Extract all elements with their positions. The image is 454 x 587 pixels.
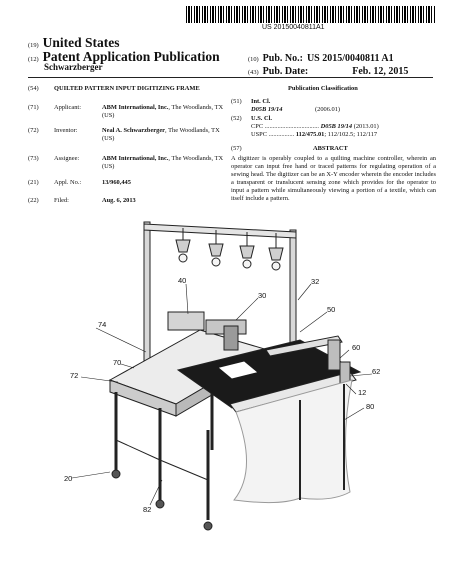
assignee-field: (73) Assignee: ABM International, Inc., The Woodlands, TX (US) [28, 155, 224, 170]
barcode-number: US 20150040811A1 [262, 24, 325, 31]
callout-20: 20 [64, 474, 73, 483]
callout-62: 62 [372, 367, 381, 376]
callout-40: 40 [178, 276, 187, 285]
callout-12: 12 [358, 388, 367, 397]
callout-74: 74 [98, 320, 107, 329]
top-crossbar [144, 224, 296, 238]
abstract-heading: (57) ABSTRACT [231, 145, 348, 152]
callout-60: 60 [352, 343, 361, 352]
int-cl-field: (51) Int. Cl. [231, 98, 271, 105]
filed-field: (22) Filed: Aug. 6, 2013 [28, 197, 136, 204]
callout-50: 50 [327, 305, 336, 314]
lamp-3 [240, 232, 254, 268]
applicant-field: (71) Applicant: ABM International, Inc., The Woodlands, TX (US) [28, 104, 224, 119]
callout-82: 82 [143, 505, 152, 514]
cpc-line: CPC .................................. D05B 19/14 (2013.01) [251, 123, 379, 130]
header-country: (19) United States [28, 35, 120, 50]
callout-32: 32 [311, 277, 320, 286]
header-pub-date: (43) Pub. Date: Feb. 12, 2015 [248, 66, 409, 77]
header-author: Schwarzberger [44, 62, 103, 72]
us-cl-field: (52) U.S. Cl. [231, 115, 272, 122]
callout-70: 70 [113, 358, 122, 367]
header-pub-no: (10) Pub. No.: US 2015/0040811 A1 [248, 53, 394, 64]
title-field: (54) QUILTED PATTERN INPUT DIGITIZING FRAME [28, 85, 200, 92]
monitor-screen [168, 312, 204, 330]
callout-30: 30 [258, 291, 267, 300]
lamp-2 [209, 230, 223, 266]
header-kind: (12) Patent Application Publication [28, 49, 220, 64]
uspc-line: USPC ................ 112/475.01; 112/102.5; 112/117 [251, 131, 378, 138]
lamp-1 [176, 228, 190, 262]
left-upright [144, 222, 150, 372]
abstract-text: A digitizer is operably coupled to a quilting machine controller, wherein an operator can input free hand or traced patterns for regulating operation of a sewing head. The digitizer can be an X-Y encoder wherein the encoder includes a transparent or translucent sensing zone which provides for the operator to input a pattern while simultaneously viewing a portion of a textile, which can itself include a pattern. [231, 155, 436, 202]
appl-no-field: (21) Appl. No.: 13/960,445 [28, 179, 131, 186]
callout-80: 80 [366, 402, 375, 411]
pub-class-title: Publication Classification [288, 85, 358, 92]
right-upright [290, 230, 296, 348]
inventor-field: (72) Inventor: Neal A. Schwarzberger, The Woodlands, TX (US) [28, 127, 220, 142]
lamp-4 [269, 233, 283, 270]
callout-72: 72 [70, 371, 79, 380]
int-cl-value: D05B 19/14 (2006.01) [251, 106, 341, 113]
right-end-bracket [328, 340, 340, 370]
